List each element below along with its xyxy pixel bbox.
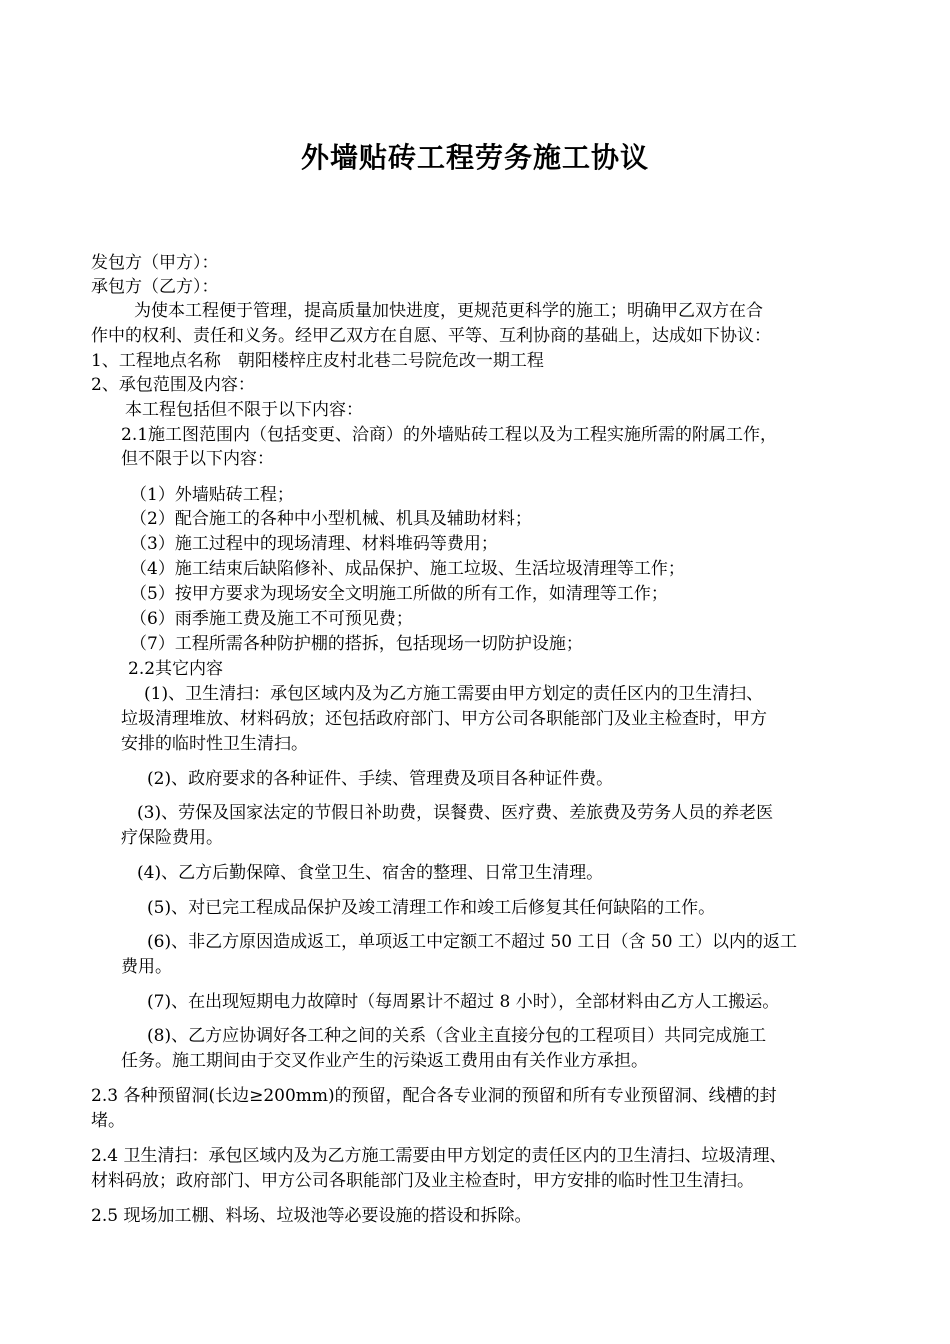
other-item-6-cont: 费用。 <box>121 957 172 977</box>
list-item: （1）外墙贴砖工程； <box>130 485 294 505</box>
preamble-line: 为使本工程便于管理，提高质量加快进度，更规范更科学的施工；明确甲乙双方在合 <box>134 301 763 321</box>
other-item-5: (5)、对已完工程成品保护及竣工清理工作和竣工后修复其任何缺陷的工作。 <box>147 898 716 918</box>
other-item-1-cont: 安排的临时性卫生清扫。 <box>121 734 308 754</box>
other-item-4: (4)、乙方后勤保障、食堂卫生、宿舍的整理、日常卫生清理。 <box>137 863 604 883</box>
scope-intro: 本工程包括但不限于以下内容： <box>125 400 363 420</box>
document-title: 外墙贴砖工程劳务施工协议 <box>300 141 649 174</box>
other-item-8-cont: 任务。施工期间由于交叉作业产生的污染返工费用由有关作业方承担。 <box>121 1051 648 1071</box>
preamble-line: 作中的权利、责任和义务。经甲乙双方在自愿、平等、互利协商的基础上，达成如下协议： <box>91 326 771 346</box>
other-item-1: (1)、卫生清扫：承包区域内及为乙方施工需要由甲方划定的责任区内的卫生清扫、 <box>144 684 764 704</box>
list-item: （3）施工过程中的现场清理、材料堆码等费用； <box>130 534 498 554</box>
clause-1: 1、工程地点名称 朝阳楼梓庄皮村北巷二号院危改一期工程 <box>91 351 544 371</box>
other-item-7: (7)、在出现短期电力故障时（每周累计不超过 8 小时），全部材料由乙方人工搬运。 <box>147 992 780 1012</box>
clause-2-5: 2.5 现场加工棚、料场、垃圾池等必要设施的搭设和拆除。 <box>91 1206 532 1226</box>
clause-2-1: 2.1施工图范围内（包括变更、洽商）的外墙贴砖工程以及为工程实施所需的附属工作， <box>121 425 778 445</box>
clause-2-2-heading: 2.2其它内容 <box>128 659 224 679</box>
clause-2-1-cont: 但不限于以下内容： <box>121 449 274 469</box>
other-item-6: (6)、非乙方原因造成返工，单项返工中定额工不超过 50 工日（含 50 工）以内的返工 <box>147 932 797 952</box>
other-item-3: (3)、劳保及国家法定的节假日补助费，误餐费、医疗费、差旅费及劳务人员的养老医 <box>137 803 774 823</box>
list-item: （2）配合施工的各种中小型机械、机具及辅助材料； <box>130 509 532 529</box>
clause-2-heading: 2、承包范围及内容： <box>91 375 255 395</box>
clause-2-3-cont: 堵。 <box>91 1111 125 1131</box>
other-item-2: (2)、政府要求的各种证件、手续、管理费及项目各种证件费。 <box>147 769 614 789</box>
list-item: （7）工程所需各种防护棚的搭拆，包括现场一切防护设施； <box>130 634 583 654</box>
party-b-line: 承包方（乙方）： <box>91 277 219 297</box>
list-item: （6）雨季施工费及施工不可预见费； <box>130 609 413 629</box>
other-item-3-cont: 疗保险费用。 <box>121 828 223 848</box>
clause-2-4-cont: 材料码放；政府部门、甲方公司各职能部门及业主检查时，甲方安排的临时性卫生清扫。 <box>91 1171 754 1191</box>
party-a-line: 发包方（甲方）： <box>91 253 219 273</box>
clause-2-4: 2.4 卫生清扫：承包区域内及为乙方施工需要由甲方划定的责任区内的卫生清扫、垃圾清理、 <box>91 1146 787 1166</box>
list-item: （4）施工结束后缺陷修补、成品保护、施工垃圾、生活垃圾清理等工作； <box>130 559 685 579</box>
other-item-1-cont: 垃圾清理堆放、材料码放；还包括政府部门、甲方公司各职能部门及业主检查时，甲方 <box>121 709 767 729</box>
list-item: （5）按甲方要求为现场安全文明施工所做的所有工作，如清理等工作； <box>130 584 668 604</box>
clause-2-3: 2.3 各种预留洞(长边≥200mm)的预留，配合各专业洞的预留和所有专业预留洞、线槽的封 <box>91 1086 777 1106</box>
other-item-8: (8)、乙方应协调好各工种之间的关系（含业主直接分包的工程项目）共同完成施工 <box>147 1026 767 1046</box>
